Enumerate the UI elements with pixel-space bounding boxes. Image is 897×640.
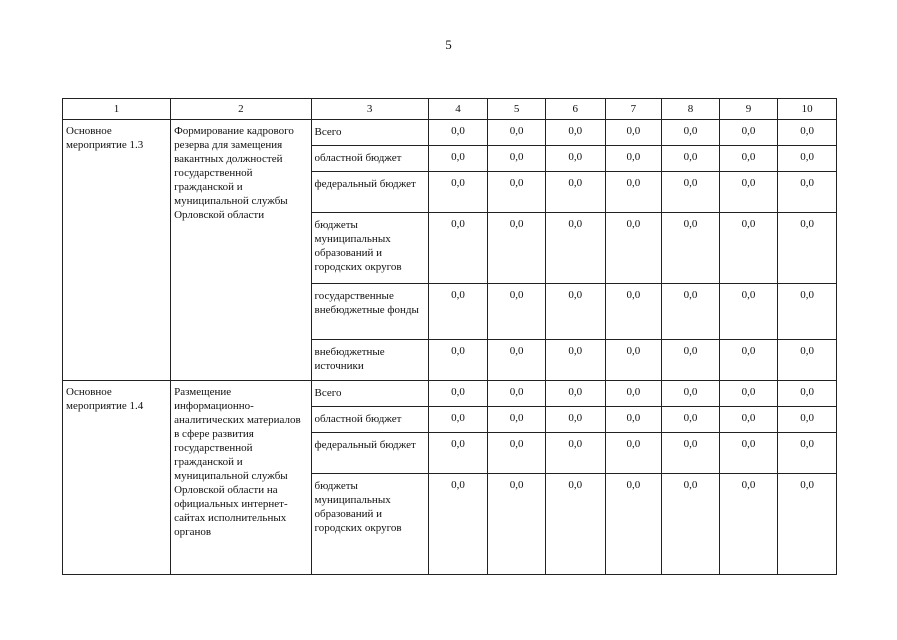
column-header: 5: [488, 99, 546, 120]
table-header-row: [63, 99, 837, 120]
amount-cell: 0,0: [605, 474, 662, 575]
amount-cell: 0,0: [428, 172, 488, 213]
column-header: 8: [662, 99, 720, 120]
amount-cell: 0,0: [662, 381, 720, 407]
amount-cell: 0,0: [605, 120, 662, 146]
amount-cell: 0,0: [428, 213, 488, 284]
amount-cell: 0,0: [428, 474, 488, 575]
measure-description-cell: Размещение информационно-аналитических материалов в сфере развития государственной гражданской и муниципальной службы Орловской области на официальных интернет-сайтах исполнительных органов: [171, 381, 311, 575]
column-header: 2: [171, 99, 311, 120]
budget-table: [62, 98, 837, 575]
amount-cell: 0,0: [719, 340, 778, 381]
amount-cell: 0,0: [605, 284, 662, 340]
column-header: 3: [311, 99, 428, 120]
column-header: 7: [605, 99, 662, 120]
amount-cell: 0,0: [545, 146, 605, 172]
amount-cell: 0,0: [488, 433, 546, 474]
amount-cell: 0,0: [719, 172, 778, 213]
amount-cell: 0,0: [719, 120, 778, 146]
amount-cell: 0,0: [778, 146, 837, 172]
amount-cell: 0,0: [545, 381, 605, 407]
amount-cell: 0,0: [545, 340, 605, 381]
amount-cell: 0,0: [488, 474, 546, 575]
amount-cell: 0,0: [605, 146, 662, 172]
amount-cell: 0,0: [719, 407, 778, 433]
column-header: 6: [545, 99, 605, 120]
amount-cell: 0,0: [488, 146, 546, 172]
amount-cell: 0,0: [778, 284, 837, 340]
funding-source-cell: областной бюджет: [311, 407, 428, 433]
amount-cell: 0,0: [545, 172, 605, 213]
table-row: [63, 120, 837, 146]
amount-cell: 0,0: [778, 340, 837, 381]
funding-source-cell: бюджеты муниципальных образований и городских округов: [311, 474, 428, 575]
column-header: 1: [63, 99, 171, 120]
table-body: [63, 120, 837, 575]
amount-cell: 0,0: [778, 433, 837, 474]
funding-source-cell: государственные внебюджетные фонды: [311, 284, 428, 340]
funding-source-cell: бюджеты муниципальных образований и городских округов: [311, 213, 428, 284]
amount-cell: 0,0: [605, 407, 662, 433]
amount-cell: 0,0: [778, 213, 837, 284]
amount-cell: 0,0: [545, 433, 605, 474]
measure-name-cell: Основное мероприятие 1.4: [63, 381, 171, 575]
amount-cell: 0,0: [719, 381, 778, 407]
amount-cell: 0,0: [662, 172, 720, 213]
amount-cell: 0,0: [488, 120, 546, 146]
amount-cell: 0,0: [662, 340, 720, 381]
funding-source-cell: внебюджетные источники: [311, 340, 428, 381]
column-header: 9: [719, 99, 778, 120]
column-header: 10: [778, 99, 837, 120]
amount-cell: 0,0: [778, 381, 837, 407]
amount-cell: 0,0: [605, 172, 662, 213]
amount-cell: 0,0: [545, 474, 605, 575]
amount-cell: 0,0: [778, 474, 837, 575]
amount-cell: 0,0: [719, 284, 778, 340]
amount-cell: 0,0: [488, 340, 546, 381]
funding-source-cell: федеральный бюджет: [311, 172, 428, 213]
funding-source-cell: областной бюджет: [311, 146, 428, 172]
measure-name-cell: Основное мероприятие 1.3: [63, 120, 171, 381]
amount-cell: 0,0: [719, 474, 778, 575]
amount-cell: 0,0: [428, 407, 488, 433]
amount-cell: 0,0: [719, 213, 778, 284]
amount-cell: 0,0: [545, 407, 605, 433]
amount-cell: 0,0: [545, 213, 605, 284]
amount-cell: 0,0: [428, 433, 488, 474]
amount-cell: 0,0: [428, 284, 488, 340]
funding-source-cell: Всего: [311, 381, 428, 407]
measure-description-cell: Формирование кадрового резерва для замещения вакантных должностей государственной гражданской и муниципальной службы Орловской области: [171, 120, 311, 381]
amount-cell: 0,0: [428, 120, 488, 146]
amount-cell: 0,0: [662, 213, 720, 284]
amount-cell: 0,0: [719, 146, 778, 172]
amount-cell: 0,0: [662, 146, 720, 172]
amount-cell: 0,0: [719, 433, 778, 474]
amount-cell: 0,0: [428, 340, 488, 381]
amount-cell: 0,0: [605, 213, 662, 284]
amount-cell: 0,0: [778, 172, 837, 213]
amount-cell: 0,0: [488, 213, 546, 284]
amount-cell: 0,0: [778, 120, 837, 146]
amount-cell: 0,0: [428, 381, 488, 407]
amount-cell: 0,0: [662, 433, 720, 474]
amount-cell: 0,0: [428, 146, 488, 172]
amount-cell: 0,0: [545, 284, 605, 340]
amount-cell: 0,0: [605, 433, 662, 474]
amount-cell: 0,0: [488, 381, 546, 407]
table-row: [63, 381, 837, 407]
amount-cell: 0,0: [545, 120, 605, 146]
amount-cell: 0,0: [662, 284, 720, 340]
funding-source-cell: Всего: [311, 120, 428, 146]
column-header: 4: [428, 99, 488, 120]
funding-source-cell: федеральный бюджет: [311, 433, 428, 474]
amount-cell: 0,0: [662, 120, 720, 146]
amount-cell: 0,0: [778, 407, 837, 433]
amount-cell: 0,0: [488, 172, 546, 213]
amount-cell: 0,0: [605, 340, 662, 381]
amount-cell: 0,0: [605, 381, 662, 407]
amount-cell: 0,0: [662, 407, 720, 433]
amount-cell: 0,0: [662, 474, 720, 575]
page-number: 5: [445, 37, 452, 52]
amount-cell: 0,0: [488, 284, 546, 340]
amount-cell: 0,0: [488, 407, 546, 433]
